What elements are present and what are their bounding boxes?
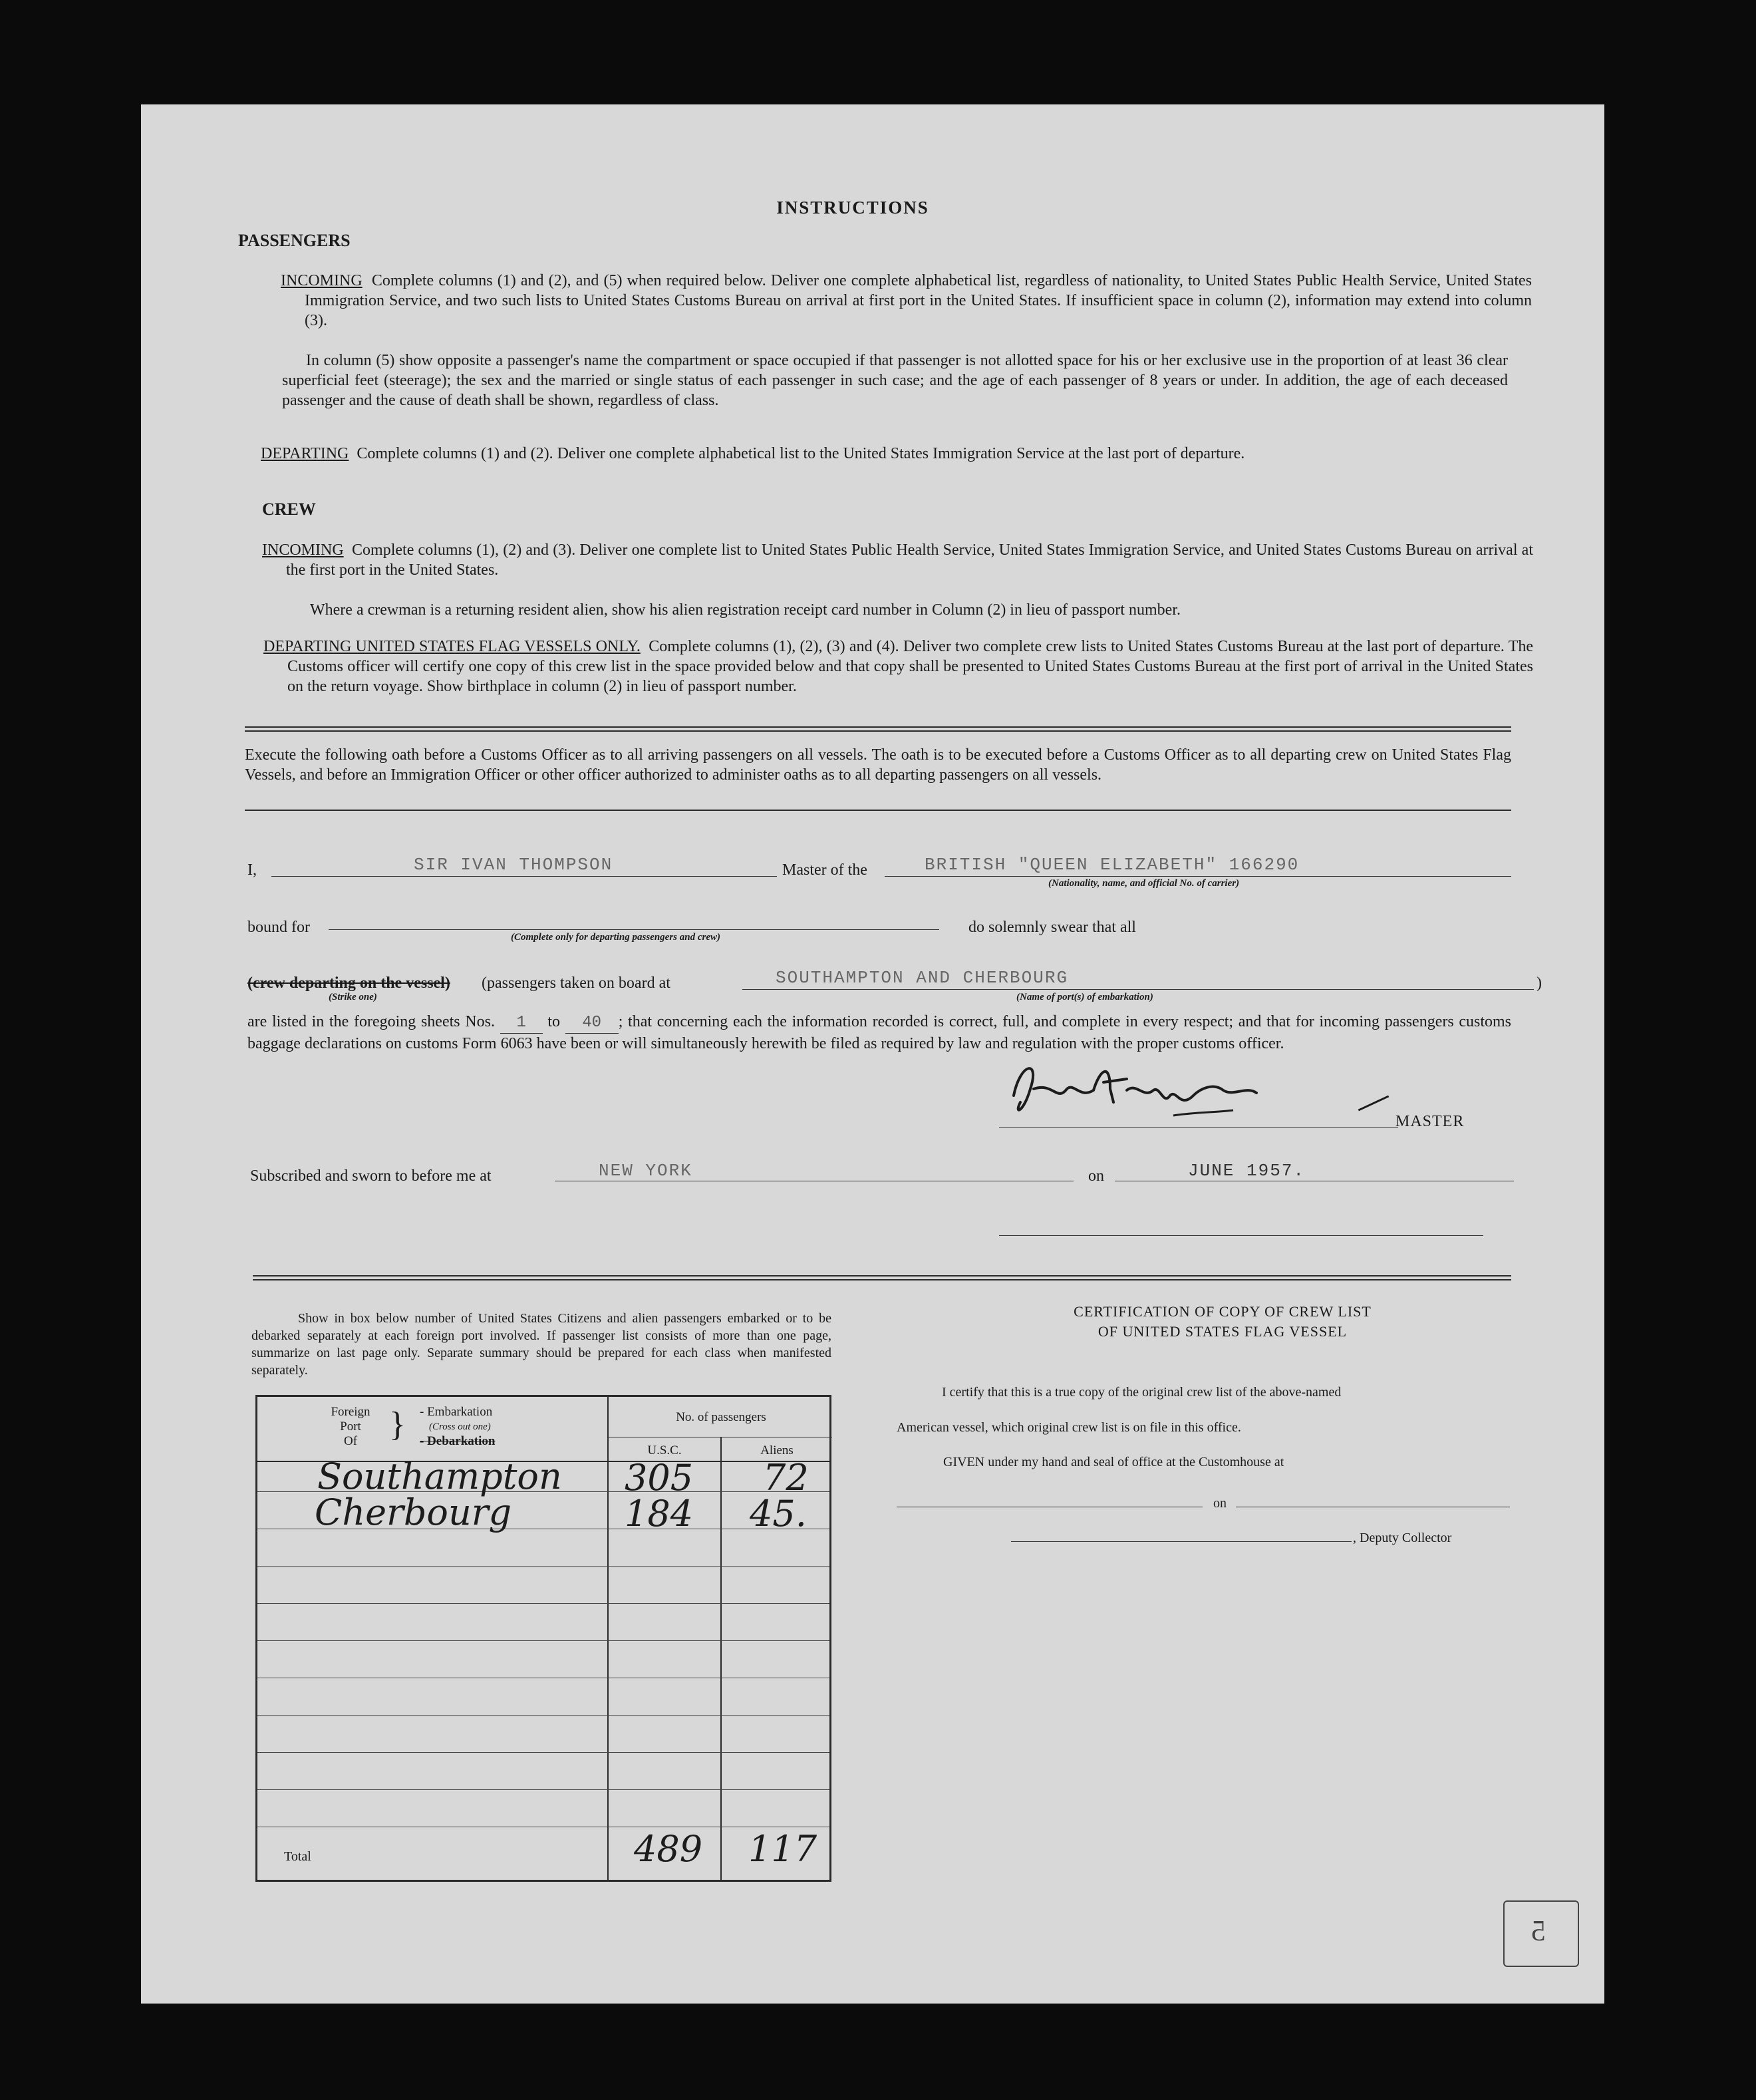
- certification-line-2: American vessel, which original crew list is on file in this office.: [897, 1420, 1241, 1435]
- aliens-header: Aliens: [760, 1443, 794, 1457]
- crewman-paragraph: Where a crewman is a returning resident alien, show his alien registration receipt card number in Column (2) in lieu of passport number.: [310, 601, 1181, 619]
- table-row-aliens: 45.: [750, 1493, 807, 1535]
- table-col-divider-1: [607, 1397, 609, 1880]
- table-row-rule: [257, 1752, 829, 1753]
- crew-departing-struck: [247, 973, 450, 993]
- passengers-incoming-paragraph: [281, 271, 1532, 331]
- embark-close-paren: ): [1536, 975, 1542, 992]
- certification-on-label: on: [1213, 1496, 1227, 1511]
- bound-for-label: bound for: [247, 919, 310, 936]
- cross-out-label: (Cross out one): [429, 1422, 491, 1432]
- document-page: [141, 104, 1604, 2004]
- flag-vessels-label: DEPARTING UNITED STATES FLAG VESSELS ONLY.: [263, 638, 641, 655]
- master-signature-drawing: [994, 1049, 1313, 1129]
- table-row-usc: 305: [625, 1457, 694, 1499]
- master-name-value: SIR IVAN THOMPSON: [414, 855, 613, 875]
- listed-text: ; that concerning each the information recorded is correct, full, and complete in every respect; and that for incoming passengers customs baggage declarations on customs Form 6063 have been or will simultaneously herewith be filed as required by law and regulation with the proper customs officer.: [247, 1013, 1512, 1052]
- usc-header: U.S.C.: [647, 1443, 682, 1457]
- embark-ports-value: SOUTHAMPTON AND CHERBOURG: [776, 968, 1069, 988]
- embark-line: [742, 989, 1534, 990]
- passengers-departing-text: Complete columns (1) and (2). Deliver one complete alphabetical list to the United States Immigration Service at the last port of departure.: [357, 445, 1245, 462]
- sworn-place-value: NEW YORK: [599, 1161, 692, 1181]
- swear-label: do solemnly swear that all: [968, 919, 1136, 936]
- passengers-incoming-text: Complete columns (1) and (2), and (5) when required below. Deliver one complete alphabetical list, regardless of nationality, to United States Public Health Service, United States Immigration Service, and two such lists to United States Customs Bureau on arrival at first port in the United States. If insufficient space in column (2), information may extend into column (3).: [305, 272, 1532, 329]
- embark-caption: (Name of port(s) of embarkation): [1016, 992, 1153, 1002]
- master-signature: [994, 1049, 1313, 1129]
- flag-vessels-text: Complete columns (1), (2), (3) and (4). Deliver two complete crew lists to United States Customs Bureau at the last port of departure. The Customs officer will certify one copy of this crew list in the space provided below and that copy shall be presented to United States Customs Bureau at the first port of arrival in the United States on the return voyage. Show birthplace in column (2) in lieu of passport number.: [287, 638, 1534, 695]
- foreign-port-label-1: Foreign: [331, 1405, 370, 1419]
- certification-title-1: CERTIFICATION OF COPY OF CREW LIST: [1074, 1303, 1372, 1320]
- table-row-rule: [257, 1640, 829, 1641]
- divider-rule-5: [253, 1279, 1511, 1280]
- embarkation-options: [420, 1405, 495, 1449]
- total-usc-value: 489: [634, 1828, 703, 1870]
- passengers-departing-paragraph: [261, 444, 1532, 464]
- table-row-rule: [257, 1789, 829, 1790]
- bound-for-line: [329, 929, 939, 930]
- page-number-value: 5: [1531, 1914, 1546, 1947]
- oath-i-label: I,: [247, 861, 257, 879]
- table-row-rule: [257, 1566, 829, 1567]
- flag-vessels-paragraph: [263, 637, 1533, 696]
- no-passengers-label: No. of passengers: [676, 1410, 766, 1424]
- page-number-stamp: [1503, 1900, 1579, 1967]
- table-row-rule: [257, 1603, 829, 1604]
- strike-caption: (Strike one): [329, 992, 377, 1002]
- divider-rule-4: [253, 1275, 1511, 1276]
- passengers-heading: PASSENGERS: [238, 231, 351, 250]
- foreign-port-label: [317, 1405, 384, 1449]
- total-aliens-value: 117: [748, 1828, 817, 1870]
- foreign-port-label-3: Of: [343, 1434, 358, 1448]
- deputy-collector-label: , Deputy Collector: [1353, 1531, 1452, 1545]
- signature-tick: [1358, 1096, 1390, 1112]
- crew-heading: CREW: [262, 500, 316, 519]
- summary-instructions: Show in box below number of United States Citizens and alien passengers embarked or to be debarked separately at each foreign port involved. If passenger list consists of more than one page, summarize on last page only. Separate summary should be prepared for each class when manifested separately.: [251, 1311, 831, 1378]
- bound-for-caption: (Complete only for departing passengers and crew): [511, 932, 720, 943]
- debarkation-label: - Debarkation: [420, 1434, 496, 1448]
- passengers-taken-label: (passengers taken on board at: [482, 975, 670, 992]
- certification-line-1: I certify that this is a true copy of the original crew list of the above-named: [942, 1385, 1342, 1400]
- table-col-divider-2: [720, 1437, 722, 1880]
- carrier-caption: (Nationality, name, and official No. of carrier): [1048, 878, 1240, 889]
- divider-rule-1: [245, 726, 1511, 728]
- certification-title: [956, 1302, 1489, 1342]
- bleed-through-header: [1232, 131, 1591, 198]
- sworn-date-value: JUNE 1957.: [1188, 1161, 1306, 1181]
- column5-paragraph: In column (5) show opposite a passenger's name the compartment or space occupied if that passenger is not allotted space for his or her exclusive use in the proportion of at least 36 clear superficial feet (steerage); the sex and the married or single status of each passenger in such case; and the age of each passenger of 8 years or under. In addition, the age of each deceased passenger and the cause of death shall be shown, regardless of class.: [282, 352, 1508, 409]
- deputy-collector-line: [1011, 1541, 1352, 1542]
- to-label: to: [547, 1013, 560, 1030]
- listed-label: are listed in the foregoing sheets Nos.: [247, 1013, 495, 1030]
- carrier-value: BRITISH "QUEEN ELIZABETH" 166290: [925, 855, 1300, 875]
- carrier-line: [885, 876, 1511, 877]
- listed-paragraph: [247, 1012, 1511, 1054]
- signature-line: [999, 1127, 1398, 1128]
- bleed-through-margin: [1485, 1568, 1538, 1900]
- table-row-rule: [257, 1715, 829, 1716]
- crew-incoming-paragraph: [262, 540, 1533, 580]
- embarkation-label: - Embarkation: [420, 1405, 493, 1419]
- master-name-line: [271, 876, 777, 877]
- certification-line-3: GIVEN under my hand and seal of office at the Customhouse at: [943, 1455, 1284, 1469]
- officer-line: [999, 1235, 1483, 1236]
- passengers-departing-label: DEPARTING: [261, 445, 349, 462]
- foreign-port-label-2: Port: [340, 1420, 361, 1433]
- divider-rule-2: [245, 730, 1511, 732]
- divider-rule-3: [245, 810, 1511, 811]
- crew-departing-struck-text: (crew departing on the vessel): [247, 975, 450, 992]
- certification-title-2: OF UNITED STATES FLAG VESSEL: [1098, 1323, 1348, 1340]
- oath-intro: Execute the following oath before a Customs Officer as to all arriving passengers on all vessels. The oath is to be executed before a Customs Officer as to all departing crew on United States Flag Vessels, and before an Immigration Officer or other officer authorized to administer oaths as to all departing passengers on all vessels.: [245, 746, 1511, 784]
- instructions-title: INSTRUCTIONS: [776, 198, 929, 218]
- sheet-to-value: 40: [565, 1013, 619, 1034]
- subscribed-label: Subscribed and sworn to before me at: [250, 1167, 492, 1185]
- table-row-port: Southampton: [317, 1455, 562, 1497]
- table-row-aliens: 72: [763, 1457, 809, 1499]
- crew-incoming-label: INCOMING: [262, 541, 344, 559]
- total-label: Total: [284, 1849, 311, 1864]
- table-row-port: Cherbourg: [315, 1491, 512, 1533]
- passengers-incoming-label: INCOMING: [281, 272, 363, 289]
- sworn-on-label: on: [1088, 1167, 1104, 1185]
- port-brace: }: [389, 1406, 406, 1443]
- summary-table: [255, 1395, 831, 1882]
- table-row-usc: 184: [625, 1493, 694, 1535]
- sheet-from-value: 1: [500, 1013, 543, 1034]
- master-label: MASTER: [1395, 1113, 1465, 1130]
- crew-incoming-text: Complete columns (1), (2) and (3). Deliver one complete list to United States Public Health Service, United States Immigration Service, and United States Customs Bureau on arrival at the first port in the United States.: [286, 541, 1533, 579]
- master-of-label: Master of the: [782, 861, 867, 879]
